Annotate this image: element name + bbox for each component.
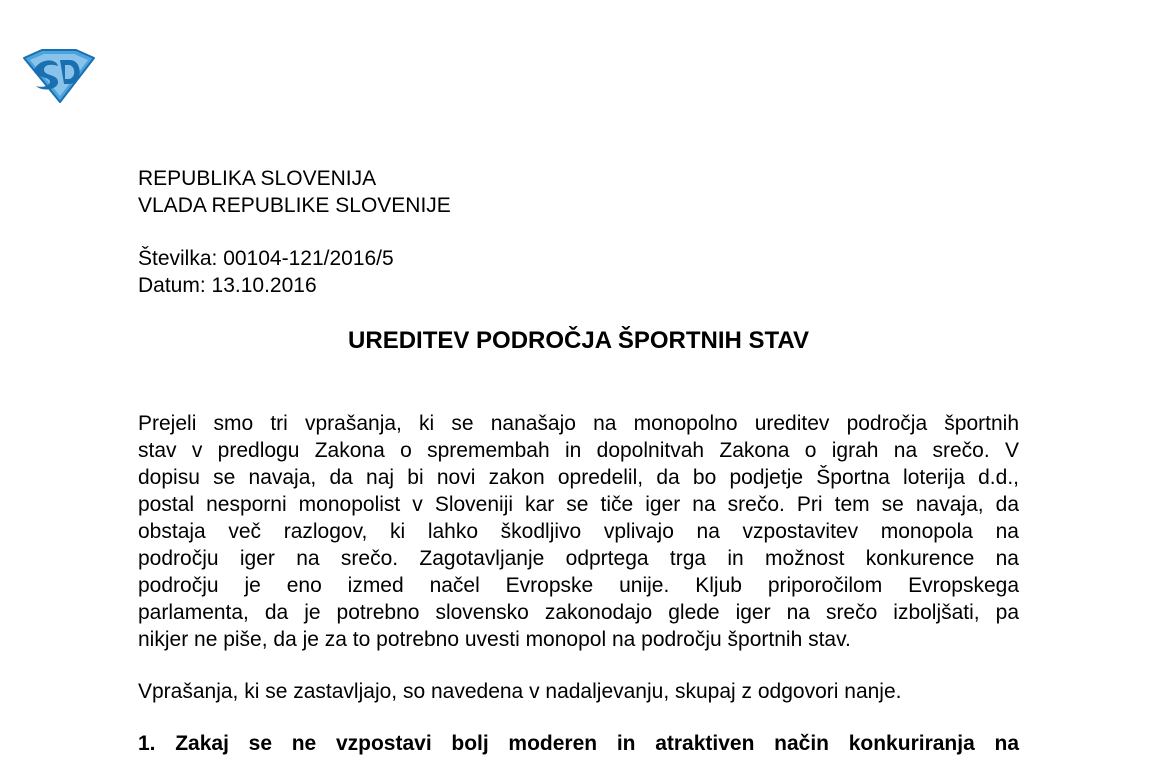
paragraph-line: Prejeli smo tri vprašanja, ki se nanašajo na monopolno ureditev področja športnih	[138, 412, 1019, 435]
paragraph-line: postal nesporni monopolist v Sloveniji kar se tiče iger na srečo. Pri tem se navaja, da	[138, 493, 1019, 516]
paragraph-line: stav v predlogu Zakona o spremembah in dopolnitvah Zakona o igrah na srečo. V	[138, 439, 1019, 462]
paragraph-intro	[138, 410, 1019, 653]
shield-logo	[22, 48, 96, 104]
paragraph-line: nikjer ne piše, da je za to potrebno uvesti monopol na področju športnih stav.	[138, 628, 851, 651]
document-title: UREDITEV PODROČJA ŠPORTNIH STAV	[348, 327, 809, 354]
paragraph-questions-intro: Vprašanja, ki se zastavljajo, so navedena v nadaljevanju, skupaj z odgovori nanje.	[138, 680, 902, 703]
question-1-heading: 1. Zakaj se ne vzpostavi bolj moderen in atraktiven način konkuriranja na	[138, 732, 1019, 755]
paragraph-line: parlamenta, da je potrebno slovensko zakonodajo glede iger na srečo izboljšati, pa	[138, 601, 1019, 624]
header-line-republic: REPUBLIKA SLOVENIJA	[138, 167, 377, 190]
paragraph-line: obstaja več razlogov, ki lahko škodljivo vplivajo na vzpostavitev monopola na	[138, 520, 1019, 543]
paragraph-line: področju iger na srečo. Zagotavljanje odprtega trga in možnost konkurence na	[138, 547, 1019, 570]
paragraph-line: dopisu se navaja, da naj bi novi zakon opredelil, da bo podjetje Športna loterija d.d.,	[138, 466, 1019, 489]
header-line-government: VLADA REPUBLIKE SLOVENIJE	[138, 194, 451, 217]
document-date: Datum: 13.10.2016	[138, 274, 317, 297]
document-number: Številka: 00104-121/2016/5	[138, 247, 394, 270]
paragraph-line: področju je eno izmed načel Evropske unije. Kljub priporočilom Evropskega	[138, 574, 1019, 597]
